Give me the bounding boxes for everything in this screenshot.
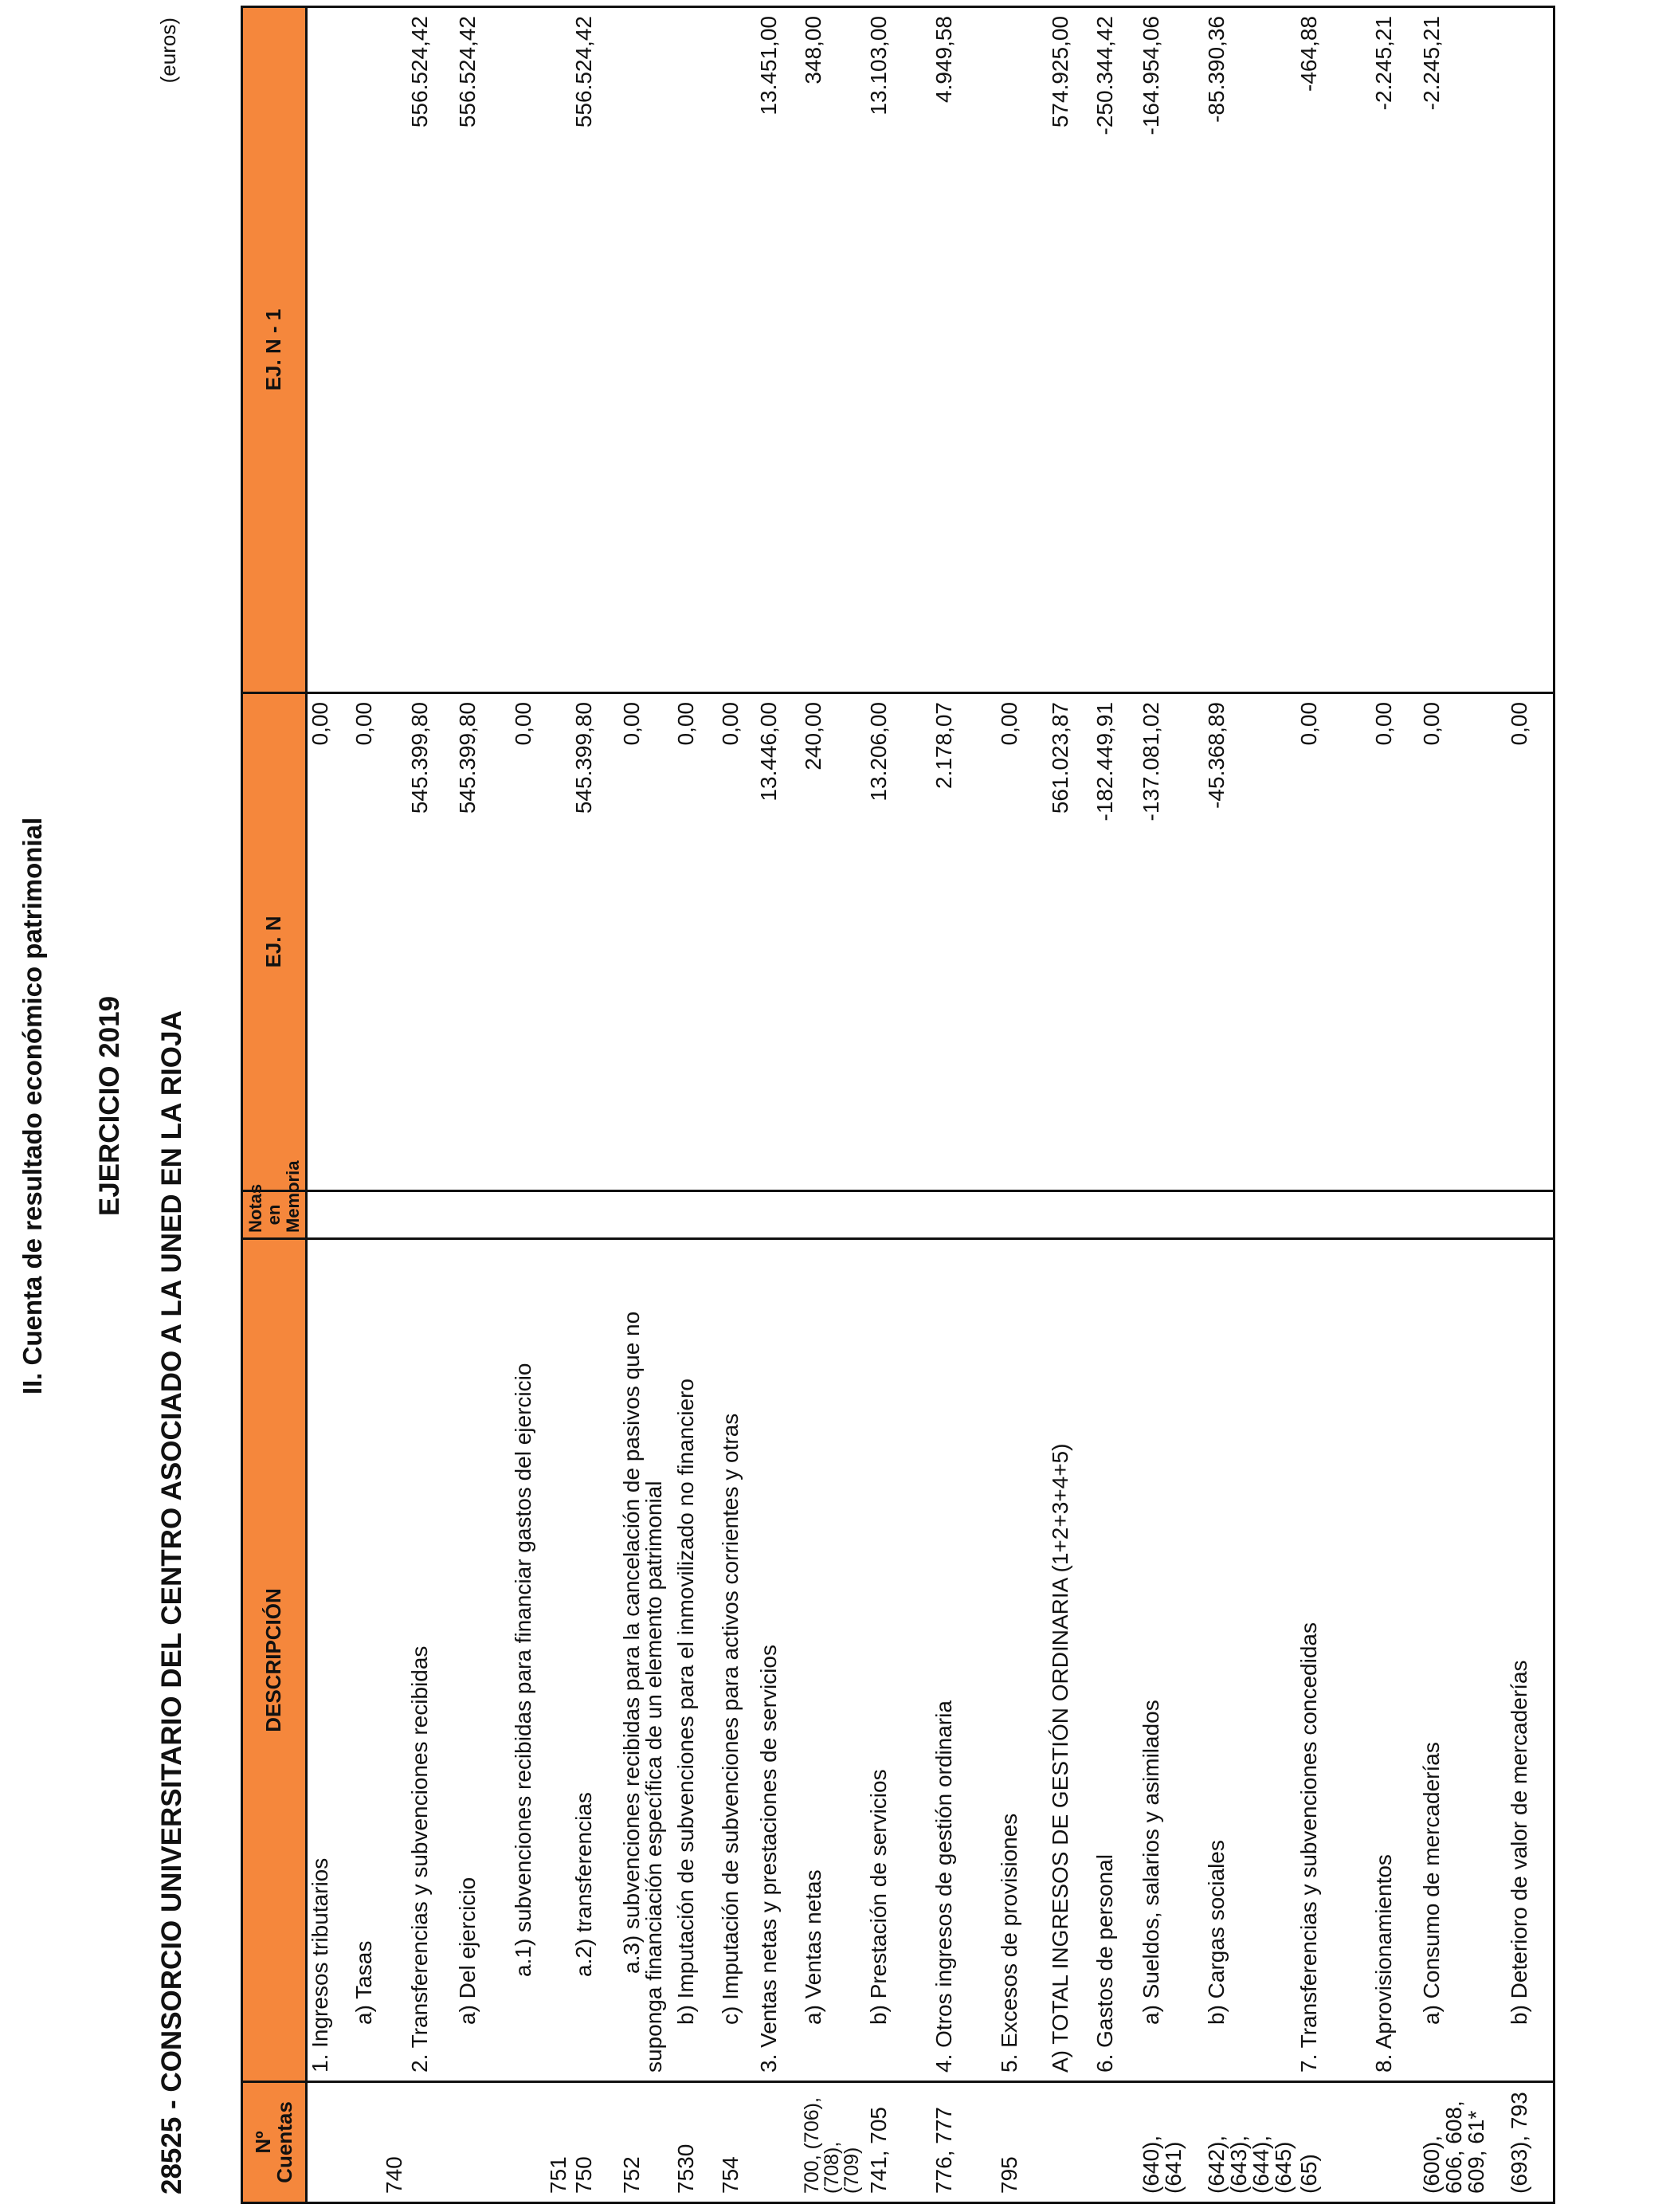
value-n-cell: 0,00 bbox=[1296, 693, 1371, 1191]
table-row bbox=[1204, 7, 1296, 2203]
value-n1-cell: -164.954,06 bbox=[1139, 7, 1204, 693]
value-n-cell: 0,00 bbox=[997, 693, 1048, 1191]
value-n-cell: -182.449,91 bbox=[1092, 693, 1139, 1191]
notes-cell bbox=[1296, 1191, 1371, 1239]
table-row bbox=[931, 7, 997, 2203]
description-cell: a) Sueldos, salarios y asimilados bbox=[1139, 1239, 1204, 2082]
value-n-cell: 0,00 bbox=[351, 693, 407, 1191]
description-cell: b) Cargas sociales bbox=[1204, 1239, 1296, 2082]
page-title: II. Cuenta de resultado económico patrimonial bbox=[18, 817, 47, 1395]
description-cell: c) Imputación de subvenciones para activos corrientes y otras bbox=[718, 1239, 756, 2082]
table-row bbox=[997, 7, 1048, 2203]
results-table bbox=[241, 6, 1555, 2204]
table-row bbox=[407, 7, 455, 2203]
account-cell: 700, (706), (708), (709) bbox=[801, 2082, 866, 2203]
notes-cell bbox=[673, 1191, 718, 1239]
value-n1-cell: -2.245,21 bbox=[1419, 7, 1507, 693]
description-cell: 6. Gastos de personal bbox=[1092, 1239, 1139, 2082]
account-cell: 752 bbox=[619, 2082, 673, 2203]
value-n1-cell: 556.524,42 bbox=[407, 7, 455, 693]
notes-cell bbox=[619, 1191, 673, 1239]
notes-cell bbox=[1507, 1191, 1554, 1239]
notes-cell bbox=[571, 1191, 619, 1239]
account-cell bbox=[756, 2082, 801, 2203]
value-n-cell: 0,00 bbox=[1371, 693, 1419, 1191]
account-cell: 754 bbox=[718, 2082, 756, 2203]
value-n1-cell: -85.390,36 bbox=[1204, 7, 1296, 693]
value-n-cell: 0,00 bbox=[307, 693, 351, 1191]
entity-title: 28525 - CONSORCIO UNIVERSITARIO DEL CENTRO ASOCIADO A LA UNED EN LA RIOJA bbox=[156, 1010, 187, 2194]
value-n1-cell bbox=[718, 7, 756, 693]
value-n-cell: 0,00 bbox=[1419, 693, 1507, 1191]
value-n1-cell: -464,88 bbox=[1296, 7, 1371, 693]
value-n1-cell bbox=[619, 7, 673, 693]
value-n1-cell bbox=[307, 7, 351, 693]
value-n1-cell: 4.949,58 bbox=[931, 7, 997, 693]
value-n-cell: 545.399,80 bbox=[455, 693, 511, 1191]
value-n1-cell: -2.245,21 bbox=[1371, 7, 1419, 693]
value-n1-cell bbox=[1507, 7, 1554, 693]
value-n-cell: -45.368,89 bbox=[1204, 693, 1296, 1191]
value-n1-cell bbox=[997, 7, 1048, 693]
table-header-row bbox=[242, 7, 307, 2203]
description-cell: a.3) subvenciones recibidas para la cancelación de pasivos que no suponga financiación específica de un elemento patrimonial bbox=[619, 1239, 673, 2082]
description-cell: 5. Excesos de provisiones bbox=[997, 1239, 1048, 2082]
description-cell: A) TOTAL INGRESOS DE GESTIÓN ORDINARIA (1+2+3+4+5) bbox=[1048, 1239, 1092, 2082]
account-cell: (693), 793 bbox=[1507, 2082, 1554, 2203]
notes-cell bbox=[756, 1191, 801, 1239]
value-n1-cell bbox=[511, 7, 571, 693]
notes-cell bbox=[931, 1191, 997, 1239]
notes-cell bbox=[1139, 1191, 1204, 1239]
table-row bbox=[455, 7, 511, 2203]
description-cell: 3. Ventas netas y prestaciones de servicios bbox=[756, 1239, 801, 2082]
account-cell: (640), (641) bbox=[1139, 2082, 1204, 2203]
description-cell: a.2) transferencias bbox=[571, 1239, 619, 2082]
table-row bbox=[511, 7, 571, 2203]
value-n1-cell: 13.103,00 bbox=[866, 7, 931, 693]
table-row bbox=[1139, 7, 1204, 2203]
account-cell bbox=[1092, 2082, 1139, 2203]
value-n-cell: 13.206,00 bbox=[866, 693, 931, 1191]
description-cell: 1. Ingresos tributarios bbox=[307, 1239, 351, 2082]
description-cell: b) Prestación de servicios bbox=[866, 1239, 931, 2082]
account-cell: (642), (643), (644), (645) bbox=[1204, 2082, 1296, 2203]
table-row bbox=[756, 7, 801, 2203]
description-cell: a.1) subvenciones recibidas para financiar gastos del ejercicio bbox=[511, 1239, 571, 2082]
table-row bbox=[1092, 7, 1139, 2203]
value-n1-cell: 348,00 bbox=[801, 7, 866, 693]
table-row bbox=[673, 7, 718, 2203]
value-n1-cell: 13.451,00 bbox=[756, 7, 801, 693]
fiscal-year-title: EJERCICIO 2019 bbox=[94, 995, 125, 1217]
account-cell bbox=[407, 2082, 455, 2203]
notes-cell bbox=[455, 1191, 511, 1239]
value-n1-cell bbox=[351, 7, 407, 693]
notes-cell bbox=[1092, 1191, 1139, 1239]
table-row bbox=[1048, 7, 1092, 2203]
value-n-cell: 545.399,80 bbox=[407, 693, 455, 1191]
notes-cell bbox=[307, 1191, 351, 1239]
value-n-cell: 240,00 bbox=[801, 693, 866, 1191]
col-header-notas: Notas en Memoria bbox=[242, 1191, 307, 1239]
value-n1-cell bbox=[673, 7, 718, 693]
account-cell bbox=[307, 2082, 351, 2203]
value-n-cell: 0,00 bbox=[673, 693, 718, 1191]
description-cell: 2. Transferencias y subvenciones recibidas bbox=[407, 1239, 455, 2082]
notes-cell bbox=[801, 1191, 866, 1239]
account-cell bbox=[1371, 2082, 1419, 2203]
table-row bbox=[1419, 7, 1507, 2203]
account-cell: 776, 777 bbox=[931, 2082, 997, 2203]
description-cell: a) Del ejercicio bbox=[455, 1239, 511, 2082]
notes-cell bbox=[1371, 1191, 1419, 1239]
table-row bbox=[351, 7, 407, 2203]
notes-cell bbox=[511, 1191, 571, 1239]
col-header-ej-n1: EJ. N - 1 bbox=[242, 7, 307, 693]
value-n-cell: 545.399,80 bbox=[571, 693, 619, 1191]
table-row bbox=[619, 7, 673, 2203]
description-cell: a) Consumo de mercaderías bbox=[1419, 1239, 1507, 2082]
table-row bbox=[1371, 7, 1419, 2203]
value-n-cell: 2.178,07 bbox=[931, 693, 997, 1191]
description-cell: b) Deterioro de valor de mercaderías bbox=[1507, 1239, 1554, 2082]
value-n-cell: 561.023,87 bbox=[1048, 693, 1092, 1191]
notes-cell bbox=[718, 1191, 756, 1239]
account-cell: 740 bbox=[351, 2082, 407, 2203]
col-header-cuentas: Nº Cuentas bbox=[242, 2082, 307, 2203]
notes-cell bbox=[1048, 1191, 1092, 1239]
value-n1-cell: 556.524,42 bbox=[571, 7, 619, 693]
account-cell: (65) bbox=[1296, 2082, 1371, 2203]
description-cell: b) Imputación de subvenciones para el inmovilizado no financiero bbox=[673, 1239, 718, 2082]
table-row bbox=[1296, 7, 1371, 2203]
units-label: (euros) bbox=[156, 18, 180, 84]
value-n1-cell: 574.925,00 bbox=[1048, 7, 1092, 693]
col-header-descripcion: DESCRIPCIÓN bbox=[242, 1239, 307, 2082]
notes-cell bbox=[1419, 1191, 1507, 1239]
account-cell: 750 bbox=[571, 2082, 619, 2203]
notes-cell bbox=[997, 1191, 1048, 1239]
notes-cell bbox=[866, 1191, 931, 1239]
notes-cell bbox=[1204, 1191, 1296, 1239]
table-row bbox=[1507, 7, 1554, 2203]
table-row bbox=[866, 7, 931, 2203]
description-cell: 4. Otros ingresos de gestión ordinaria bbox=[931, 1239, 997, 2082]
value-n-cell: 0,00 bbox=[1507, 693, 1554, 1191]
table-row bbox=[307, 7, 351, 2203]
value-n-cell: 0,00 bbox=[619, 693, 673, 1191]
col-header-ej-n: EJ. N bbox=[242, 693, 307, 1191]
notes-cell bbox=[407, 1191, 455, 1239]
account-cell bbox=[455, 2082, 511, 2203]
value-n-cell: 13.446,00 bbox=[756, 693, 801, 1191]
value-n-cell: -137.081,02 bbox=[1139, 693, 1204, 1191]
account-cell: 741, 705 bbox=[866, 2082, 931, 2203]
account-cell: (600), 606, 608, 609, 61* bbox=[1419, 2082, 1507, 2203]
description-cell: 7. Transferencias y subvenciones concedidas bbox=[1296, 1239, 1371, 2082]
description-cell: a) Tasas bbox=[351, 1239, 407, 2082]
table-row bbox=[718, 7, 756, 2203]
value-n-cell: 0,00 bbox=[511, 693, 571, 1191]
description-cell: 8. Aprovisionamientos bbox=[1371, 1239, 1419, 2082]
value-n-cell: 0,00 bbox=[718, 693, 756, 1191]
description-cell: a) Ventas netas bbox=[801, 1239, 866, 2082]
account-cell bbox=[1048, 2082, 1092, 2203]
table-row bbox=[571, 7, 619, 2203]
table-row bbox=[801, 7, 866, 2203]
value-n1-cell: 556.524,42 bbox=[455, 7, 511, 693]
account-cell: 7530 bbox=[673, 2082, 718, 2203]
account-cell: 795 bbox=[997, 2082, 1048, 2203]
value-n1-cell: -250.344,42 bbox=[1092, 7, 1139, 693]
notes-cell bbox=[351, 1191, 407, 1239]
account-cell: 751 bbox=[511, 2082, 571, 2203]
